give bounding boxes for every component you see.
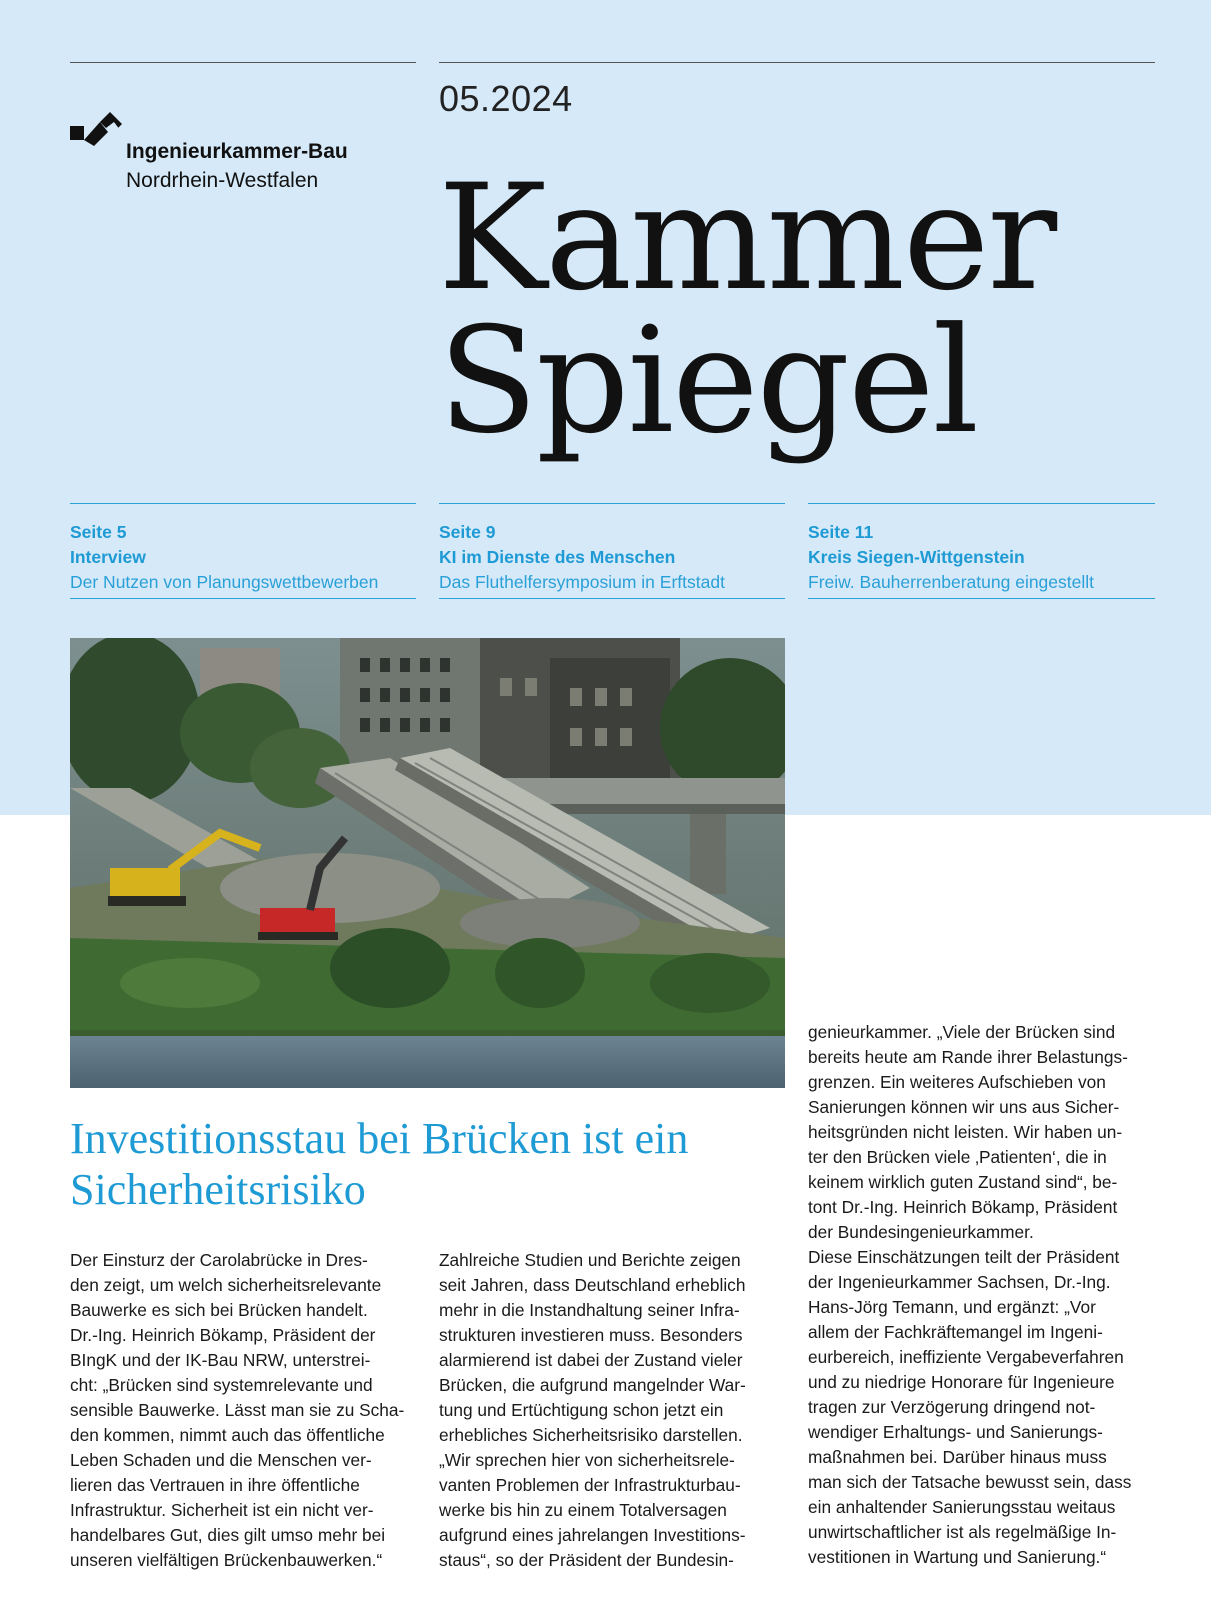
teaser-rule-bottom-1	[70, 598, 416, 599]
masthead-title-line2: Spiegel	[438, 296, 978, 466]
teaser-page-number: Seite 9	[439, 522, 496, 542]
header-rule-right	[439, 62, 1155, 63]
ikbau-logo-icon	[70, 112, 122, 148]
header-rule-left	[70, 62, 416, 63]
teaser-title: Interview	[70, 547, 146, 567]
teaser-page-number: Seite 11	[808, 522, 874, 542]
article-headline-line2: Sicherheitsrisiko	[70, 1165, 366, 1214]
teaser-subtitle: Der Nutzen von Planungswettbewerben	[70, 572, 379, 592]
teaser-page-11[interactable]	[808, 520, 1154, 595]
teaser-page-9[interactable]	[439, 520, 785, 595]
bridge-collapse-photo	[70, 638, 785, 1088]
article-column-2: Zahlreiche Studien und Berichte zeigen seit Jahren, dass Deutschland erheblich mehr in die Instandhaltung seiner Infra- strukturen investieren muss. Besonders alarmierend ist dabei der Zustand vieler Brücken, die aufgrund mangelnder War- tung und Ertüchtigung schon jetzt ein erhebliches Sicherheitsrisiko darstellen. „Wir sprechen hier von sicherheitsrele- vanten Problemen der Infrastrukturbau- werke bis hin zu einem Totalversagen aufgrund eines jahrelangen Investitions- staus“, so der Präsident der Bundesin-	[439, 1250, 746, 1570]
teaser-rule-bottom-2	[439, 598, 785, 599]
teaser-rule-bottom-3	[808, 598, 1155, 599]
org-name: Ingenieurkammer-Bau	[126, 140, 348, 163]
article-column-1: Der Einsturz der Carolabrücke in Dres- den zeigt, um welch sicherheitsrelevante Bauwerke es sich bei Brücken handelt. Dr.-Ing. Heinrich Bökamp, Präsident der BIngK und der IK-Bau NRW, unterstrei- cht: „Brücken sind systemrelevante und sensible Bauwerke. Lässt man sie zu Scha- den kommen, nimmt auch das öffentliche Leben Schaden und die Menschen ver- lieren das Vertrauen in ihre öffentliche Infrastruktur. Sicherheit ist ein nicht ver- handelbares Gut, dies gilt umso mehr bei unseren vielfältigen Brückenbauwerken.“	[70, 1250, 405, 1570]
article-headline-line1: Investitionsstau bei Brücken ist ein	[70, 1114, 689, 1163]
masthead-title-line1: Kammer	[438, 153, 1056, 323]
teaser-rule-top-1	[70, 503, 416, 504]
teaser-title: KI im Dienste des Menschen	[439, 547, 676, 567]
teaser-rule-top-2	[439, 503, 785, 504]
teaser-rule-top-3	[808, 503, 1155, 504]
teaser-title: Kreis Siegen-Wittgenstein	[808, 547, 1025, 567]
issue-number: 05.2024	[439, 78, 573, 119]
article-headline	[70, 1113, 810, 1215]
teaser-subtitle: Freiw. Bauherrenberatung eingestellt	[808, 572, 1095, 592]
teaser-subtitle: Das Fluthelfersymposium in Erftstadt	[439, 572, 725, 592]
teaser-page-number: Seite 5	[70, 522, 127, 542]
teaser-page-5[interactable]	[70, 520, 416, 595]
article-column-3: genieurkammer. „Viele der Brücken sind bereits heute am Rande ihrer Belastungs- grenzen. Ein weiteres Aufschieben von Sanierungen können wir uns aus Sicher- heitsgründen nicht leisten. Wir haben un- ter den Brücken viele ‚Patienten‘, die in keinem wirklich guten Zustand sind“, be- tont Dr.-Ing. Heinrich Bökamp, Präsident der Bundesingenieurkammer. Diese Einschätzungen teilt der Präsident der Ingenieurkammer Sachsen, Dr.-Ing. Hans-Jörg Temann, und ergänzt: „Vor allem der Fachkräftemangel im Ingeni- eurbereich, ineffiziente Vergabeverfahren und zu niedrige Honorare für Ingenieure tragen zur Verzögerung dringend not- wendiger Erhaltungs- und Sanierungs- maßnahmen bei. Darüber hinaus muss man sich der Tatsache bewusst sein, dass ein anhaltender Sanierungsstau weitaus unwirtschaftlicher ist als regelmäßige In- vestitionen in Wartung und Sanierung.“	[808, 1022, 1132, 1567]
org-region: Nordrhein-Westfalen	[126, 169, 319, 192]
